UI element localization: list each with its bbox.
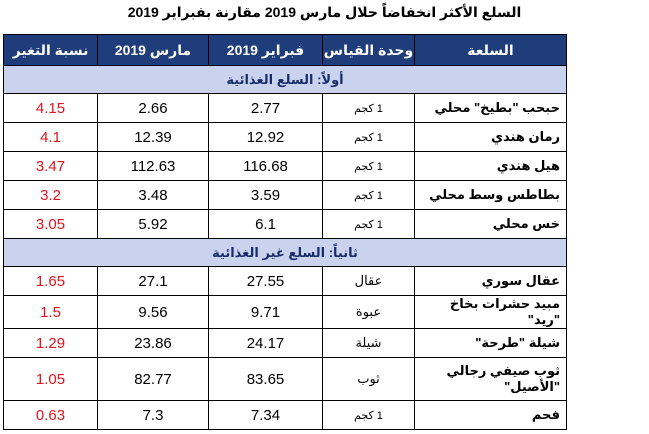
change-percent: 3.47 bbox=[4, 152, 98, 181]
unit-cell: 1 كجم bbox=[323, 181, 415, 210]
mar-price: 27.1 bbox=[98, 267, 209, 296]
unit-cell: 1 كجم bbox=[323, 401, 415, 430]
table-row bbox=[4, 123, 567, 152]
feb-price: 6.1 bbox=[209, 210, 323, 239]
mar-price: 112.63 bbox=[98, 152, 209, 181]
header-commodity: السلعة bbox=[415, 35, 567, 66]
table-row bbox=[4, 152, 567, 181]
feb-price: 3.59 bbox=[209, 181, 323, 210]
commodity-name: حبحب "بطيخ" محلي bbox=[415, 94, 567, 123]
table-row bbox=[4, 358, 567, 401]
header-unit: وحدة القياس bbox=[323, 35, 415, 66]
mar-price: 23.86 bbox=[98, 329, 209, 358]
unit-cell: ثوب bbox=[323, 358, 415, 401]
unit-cell: 1 كجم bbox=[323, 210, 415, 239]
change-percent: 3.2 bbox=[4, 181, 98, 210]
feb-price: 27.55 bbox=[209, 267, 323, 296]
mar-price: 9.56 bbox=[98, 296, 209, 329]
commodity-name: ثوب صيفي رجالي "الأصيل" bbox=[415, 358, 567, 401]
table-row bbox=[4, 401, 567, 430]
section-row-food bbox=[4, 66, 567, 94]
commodity-name: فحم bbox=[415, 401, 567, 430]
header-row bbox=[4, 35, 567, 66]
page-title: السلع الأكثر انخفاضاً حلال مارس 2019 مقارنة بفبراير 2019 bbox=[127, 4, 522, 20]
mar-price: 7.3 bbox=[98, 401, 209, 430]
table-row bbox=[4, 210, 567, 239]
mar-price: 5.92 bbox=[98, 210, 209, 239]
table-row bbox=[4, 181, 567, 210]
commodity-name: شيلة "طرحة" bbox=[415, 329, 567, 358]
change-percent: 0.63 bbox=[4, 401, 98, 430]
change-percent: 1.5 bbox=[4, 296, 98, 329]
table-row bbox=[4, 296, 567, 329]
unit-cell: 1 كجم bbox=[323, 123, 415, 152]
section-label: ثانياً: السلع غير الغذائية bbox=[4, 239, 567, 267]
commodity-name: هيل هندي bbox=[415, 152, 567, 181]
feb-price: 7.34 bbox=[209, 401, 323, 430]
feb-price: 12.92 bbox=[209, 123, 323, 152]
feb-price: 83.65 bbox=[209, 358, 323, 401]
header-change: نسبة التغير bbox=[4, 35, 98, 66]
table-row bbox=[4, 329, 567, 358]
table-row bbox=[4, 267, 567, 296]
unit-cell: شيلة bbox=[323, 329, 415, 358]
feb-price: 9.71 bbox=[209, 296, 323, 329]
unit-cell: 1 كجم bbox=[323, 152, 415, 181]
table-row bbox=[4, 94, 567, 123]
mar-price: 2.66 bbox=[98, 94, 209, 123]
feb-price: 24.17 bbox=[209, 329, 323, 358]
price-change-table bbox=[3, 34, 567, 430]
mar-price: 3.48 bbox=[98, 181, 209, 210]
commodity-name: خس محلي bbox=[415, 210, 567, 239]
unit-cell: عبوة bbox=[323, 296, 415, 329]
feb-price: 2.77 bbox=[209, 94, 323, 123]
change-percent: 4.15 bbox=[4, 94, 98, 123]
header-mar: مارس 2019 bbox=[98, 35, 209, 66]
section-label: أولاً: السلع الغذائية bbox=[4, 66, 567, 94]
unit-cell: 1 كجم bbox=[323, 94, 415, 123]
change-percent: 1.05 bbox=[4, 358, 98, 401]
mar-price: 12.39 bbox=[98, 123, 209, 152]
commodity-name: عقال سوري bbox=[415, 267, 567, 296]
mar-price: 82.77 bbox=[98, 358, 209, 401]
change-percent: 1.65 bbox=[4, 267, 98, 296]
change-percent: 3.05 bbox=[4, 210, 98, 239]
commodity-name: رمان هندي bbox=[415, 123, 567, 152]
section-row-nonfood bbox=[4, 239, 567, 267]
feb-price: 116.68 bbox=[209, 152, 323, 181]
commodity-name: بطاطس وسط محلي bbox=[415, 181, 567, 210]
change-percent: 4.1 bbox=[4, 123, 98, 152]
unit-cell: عقال bbox=[323, 267, 415, 296]
change-percent: 1.29 bbox=[4, 329, 98, 358]
commodity-name: مبيد حشرات بخاخ "ريد" bbox=[415, 296, 567, 329]
header-feb: فبراير 2019 bbox=[209, 35, 323, 66]
